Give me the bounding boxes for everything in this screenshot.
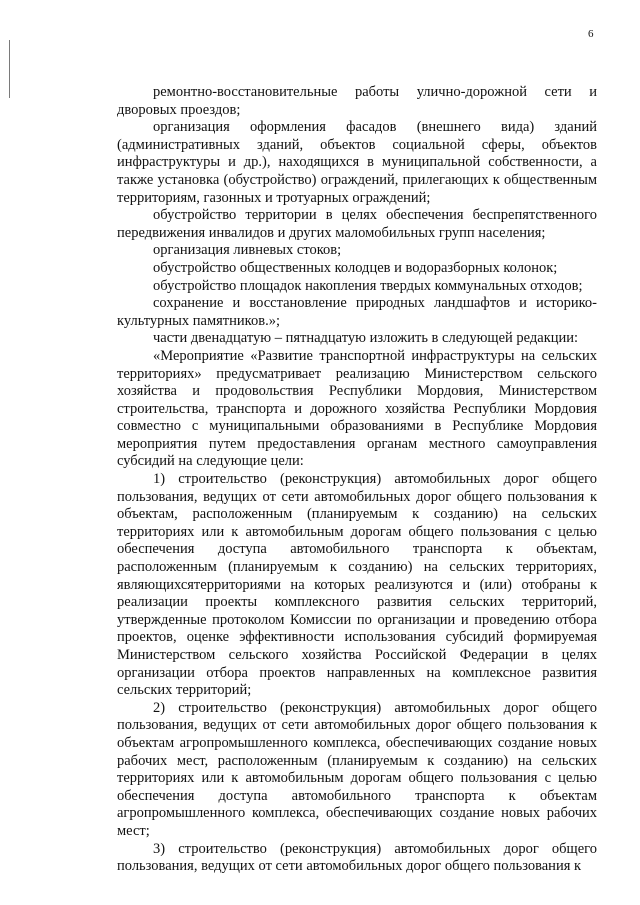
paragraph-4: организация ливневых стоков; [153,242,342,259]
page-number: 6 [588,28,594,40]
paragraph-11: 2) строительство (реконструкция) автомобильных дорог общего пользования, ведущих от сети автомобильных дорог общего пользования к объектам агропромышленного комплекса, обеспечивающих создание новых рабочих мест, расположенным (планируемым к созданию) на сельских территориях или к автомобильным дорогам общего пользования с целью обеспечения доступа автомобильного транспорта к объектам агропромышленного комплекса, обеспечивающих создание новых рабочих мест; [117,699,597,839]
paragraph-8: части двенадцатую – пятнадцатую изложить в следующей редакции: [153,330,579,347]
paragraph-2: организация оформления фасадов (внешнего вида) зданий (административных зданий, объектов социальной сферы, объектов инфраструктуры и др.), находящихся в муниципальной собственности, а также установка (обустройство) ограждений, прилегающих к общественным территориям, газонных и тротуарных ограждений; [117,119,597,206]
paragraph-10: 1) строительство (реконструкция) автомобильных дорог общего пользования, ведущих от сети автомобильных дорог общего пользования к объектам, расположенным (планируемым к созданию) на сельских территориях или к автомобильным дорогам общего пользования с целью обеспечения доступа автомобильного транспорта к объектам, расположенным (планируемым к созданию) на сельских территориях, являющихсятерриториями на которых реализуются и (или) отобраны к реализации проекты комплексного развития сельских территорий, утвержденные протоколом Комиссии по организации и проведению отбора проектов, оценке эффективности использования субсидий формируемая Министерством сельского хозяйства Российской Федерации в целях организации отбора проектов направленных на комплексное развития сельских территорий; [117,471,597,699]
paragraph-3: обустройство территории в целях обеспечения беспрепятственного передвижения инвалидов и других маломобильных групп населения; [117,207,597,241]
paragraph-9: «Мероприятие «Развитие транспортной инфраструктуры на сельских территориях» предусматривает реализацию Министерством сельского хозяйства и продовольствия Республики Мордовия, Министерством строительства, транспорта и дорожного хозяйства Республики Мордовия совместно с муниципальными образованиями в Республике Мордовия мероприятия путем предоставления органам местного самоуправления субсидий на следующие цели: [117,347,597,470]
document-body [117,84,597,876]
paragraph-12: 3) строительство (реконструкция) автомобильных дорог общего пользования, ведущих от сети автомобильных дорог общего пользования к [117,840,597,875]
margin-line [9,40,10,98]
paragraph-7: сохранение и восстановление природных ландшафтов и историко-культурных памятников.»; [117,295,597,329]
paragraph-1: ремонтно-восстановительные работы улично-дорожной сети и дворовых проездов; [117,84,597,118]
paragraph-5: обустройство общественных колодцев и водоразборных колонок; [153,259,558,276]
paragraph-6: обустройство площадок накопления твердых коммунальных отходов; [153,277,583,294]
